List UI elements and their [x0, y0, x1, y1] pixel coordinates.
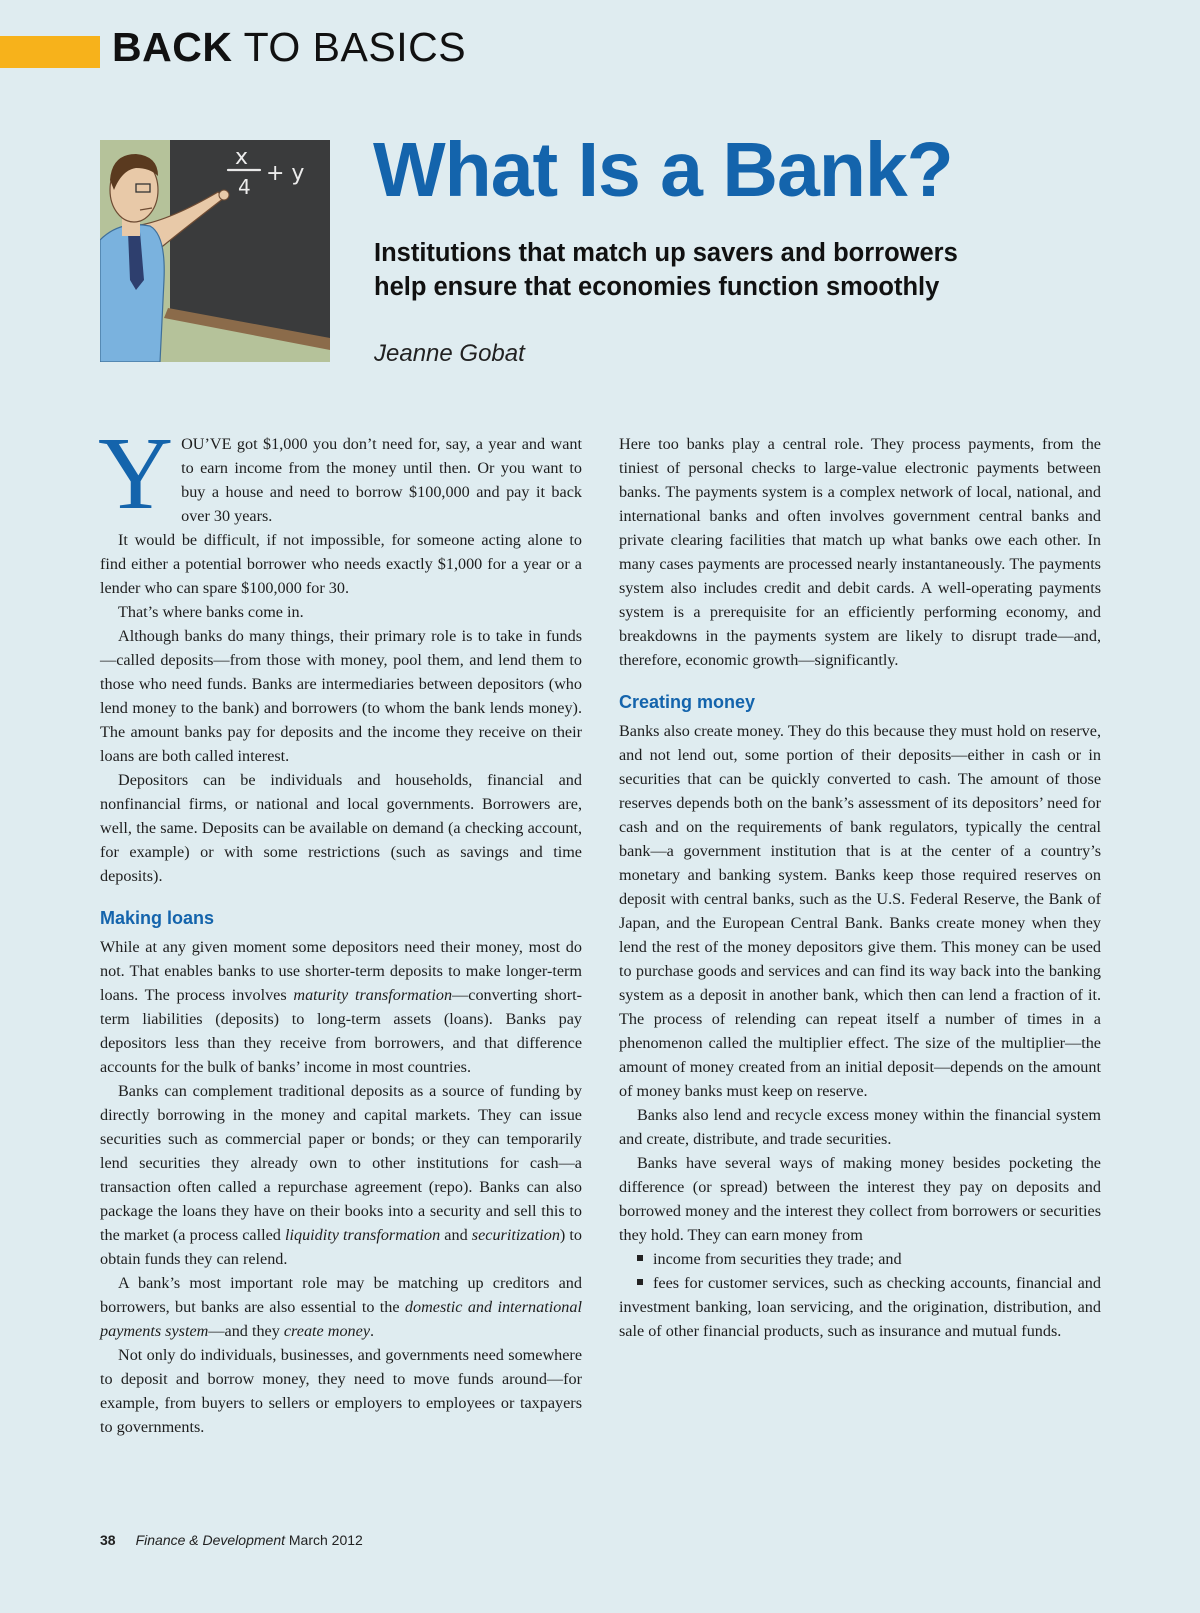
italic-term: create money	[283, 1322, 371, 1340]
paragraph: Depositors can be individuals and households, financial and nonfinancial firms, or national and local governments. Borrowers are, well, the same. Deposits can be available on demand (a checking account, for example) or with some restrictions (such as savings and time deposits).	[100, 771, 582, 885]
italic-term: maturity transformation	[293, 986, 453, 1004]
section-color-bar	[0, 36, 100, 68]
bullet-square-icon	[637, 1279, 643, 1285]
drop-cap: Y	[98, 416, 174, 531]
paragraph	[100, 1271, 582, 1343]
paragraph-text: While at any given moment some depositors need their money, most do not. That enables banks to use shorter-term deposits to make longer-term loans. The process involves	[100, 938, 582, 1004]
right-column	[619, 432, 1101, 1343]
bullet-square-icon	[637, 1255, 643, 1261]
article-author: Jeanne Gobat	[374, 340, 525, 367]
section-heading-making-loans: Making loans	[100, 908, 215, 928]
section-label-bold: BACK	[112, 24, 233, 70]
article-title: What Is a Bank?	[373, 127, 953, 213]
paragraph	[100, 935, 582, 1079]
italic-term: securitization	[471, 1226, 560, 1244]
italic-term: liquidity transformation	[285, 1226, 441, 1244]
paragraph: That’s where banks come in.	[118, 603, 304, 621]
board-plus-y: + y	[266, 161, 305, 186]
left-column	[98, 416, 583, 1439]
section-heading-creating-money: Creating money	[619, 692, 756, 712]
page-footer	[100, 1532, 363, 1548]
teacher-at-chalkboard-image	[100, 140, 330, 362]
paragraph: Although banks do many things, their primary role is to take in funds—called deposits—from those with money, pool them, and lend them to those who need funds. Banks are intermediaries between depositors (who lend money to the bank) and borrowers (to whom the bank lends money). The amount banks pay for deposits and the income they receive on their loans are both called interest.	[100, 627, 582, 765]
section-label-rest: TO BASICS	[232, 24, 467, 70]
paragraph-text: —and they	[208, 1322, 284, 1340]
paragraph: Banks also lend and recycle excess money within the financial system and create, distribute, and trade securities.	[619, 1106, 1101, 1148]
section-label	[112, 24, 466, 71]
paragraph: Banks also create money. They do this because they must hold on reserve, and not lend out, some portion of their deposits—either in cash or in securities that can be quickly converted to cash. The amount of those reserves depends both on the bank’s assessment of its depositors’ need for cash and on the requirements of bank regulators, typically the central bank—a government institution that is at the center of a country’s monetary and banking system. Banks keep those required reserves on deposit with central banks, such as the U.S. Federal Reserve, the Bank of Japan, and the European Central Bank. Banks create money when they lend the rest of the money depositors give them. This money can be used to purchase goods and services and can find its way back into the banking system as a deposit in another bank, which then can lend a fraction of it. The process of relending can repeat itself a number of times in a phenomenon called the multiplier effect. The size of the multiplier—the amount of money created from an initial deposit—depends on the amount of money banks must keep on reserve.	[619, 722, 1101, 1100]
board-4: 4	[238, 175, 251, 199]
paragraph	[100, 1079, 582, 1271]
paragraph: Not only do individuals, businesses, and governments need somewhere to deposit and borrow money, they need to move funds around—for example, from buyers to sellers or employers to employees or taxpayers to governments.	[100, 1346, 582, 1436]
paragraph-text: OU’VE got $1,000 you don’t need for, say, a year and want to earn income from the money until then. Or you want to buy a house and need to borrow $100,000 and pay it back over 30 years.	[181, 435, 582, 525]
paragraph: Banks have several ways of making money besides pocketing the difference (or spread) between the interest they pay on deposits and borrowed money and the interest they collect from borrowers or securities they hold. They can earn money from	[619, 1154, 1101, 1244]
paragraph-text: Banks can complement traditional deposits as a source of funding by directly borrowing in the money and capital markets. They can issue securities such as commercial paper or bonds; or they can temporarily lend securities they already own to other institutions for cash—a transaction often called a repurchase agreement (repo). Banks can also package the loans they have on their books into a security and sell this to the market (a process called	[100, 1082, 582, 1244]
paragraph-text: and	[440, 1226, 472, 1244]
paragraph: It would be difficult, if not impossible, for someone acting alone to find either a potential borrower who needs exactly $1,000 for a year or a lender who can spare $100,000 for 30.	[100, 531, 582, 597]
paragraph: Here too banks play a central role. They process payments, from the tiniest of personal checks to large-value electronic payments between banks. The payments system is a complex network of local, national, and international banks and often involves government central banks and private clearing facilities that match up what banks owe each other. In many cases payments are processed nearly instantaneously. The payments system also includes credit and debit cards. A well-operating payments system is a prerequisite for an efficiently performing economy, and breakdowns in the payments system are likely to disrupt trade—and, therefore, economic growth—significantly.	[619, 435, 1101, 669]
bullet-item	[619, 1271, 1101, 1343]
board-x: x	[235, 145, 249, 170]
paragraph-text: A bank’s most important role may be matching up creditors and borrowers, but banks are also essential to the	[100, 1274, 582, 1316]
paragraph-text: ) to obtain funds they can relend.	[100, 1226, 583, 1268]
page-number: 38	[100, 1532, 116, 1548]
subtitle-line-1: Institutions that match up savers and borrowers	[374, 239, 958, 267]
paragraph-text: —converting short-term liabilities (deposits) to long-term assets (loans). Banks pay depositors less than they receive from borrowers, and that difference accounts for the bulk of banks’ income in most countries.	[100, 986, 582, 1076]
teacher-illustration	[100, 140, 330, 362]
bullet-item	[619, 1247, 1101, 1271]
article-subtitle	[374, 236, 1094, 304]
bullet-text: fees for customer services, such as checking accounts, financial and investment banking, loan servicing, and the origination, distribution, and sale of other financial products, such as insurance and mutual funds.	[619, 1274, 1101, 1340]
subtitle-line-2: help ensure that economies function smoothly	[374, 273, 940, 301]
bullet-text: income from securities they trade; and	[653, 1250, 902, 1268]
magazine-name: Finance & Development	[135, 1532, 285, 1548]
issue-date: March 2012	[285, 1532, 363, 1548]
italic-term: domestic and international payments system	[100, 1298, 582, 1340]
paragraph	[98, 416, 582, 531]
paragraph-text: .	[370, 1322, 375, 1340]
